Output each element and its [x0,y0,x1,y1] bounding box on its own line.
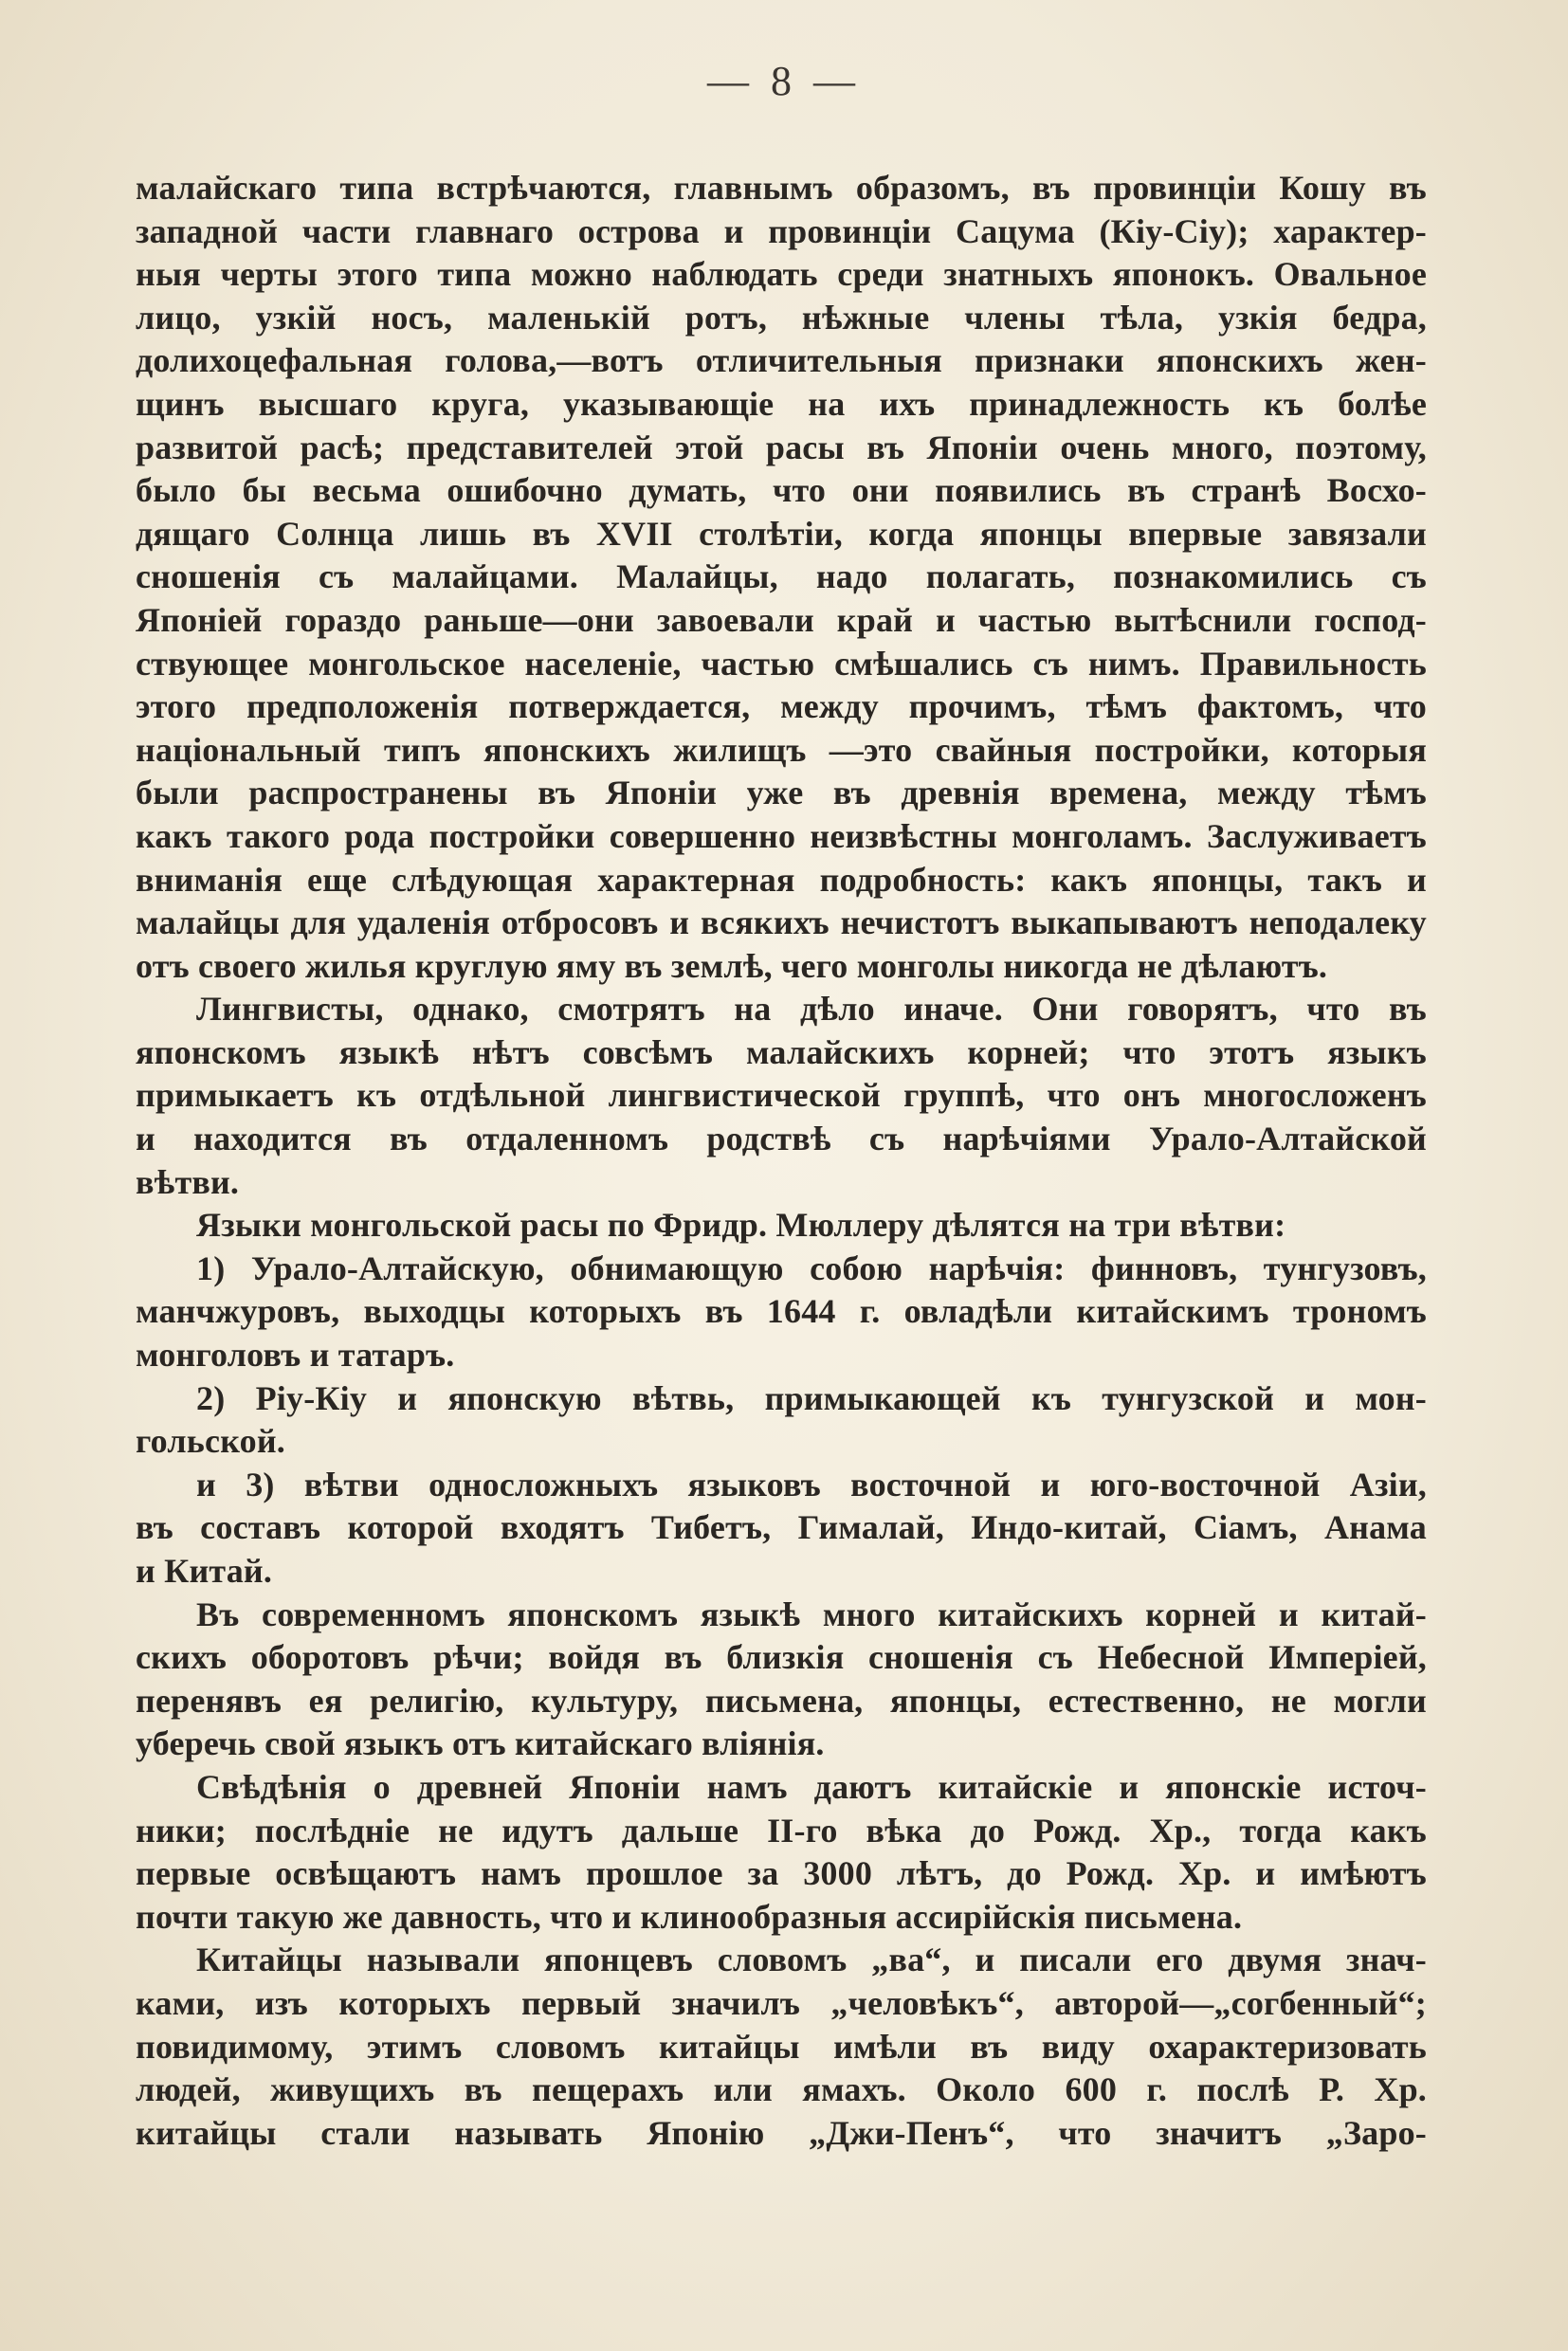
text-line: Японіей гораздо раньше—они завоевали край и частью вытѣснили господ- [136,600,1427,639]
text-line: ками, изъ которыхъ первый значилъ „человѣкъ“, авторой—„согбенный“; [136,1983,1427,2022]
text-line: какъ такого рода постройки совершенно неизвѣстны монголамъ. Заслуживаетъ [136,816,1427,855]
text-line: западной части главнаго острова и провинціи Сацума (Кіу-Сіу); характер- [136,211,1427,250]
text-line: Китайцы называли японцевъ словомъ „ва“, и писали его двумя знач- [196,1941,1427,1979]
text-line: первые освѣщаютъ намъ прошлое за 3000 лѣтъ, до Рожд. Хр. и имѣютъ [136,1854,1427,1893]
text-line: повидимому, этимъ словомъ китайцы имѣли въ виду охарактеризовать [136,2027,1427,2066]
text-line: перенявъ ея религію, культуру, письмена, японцы, естественно, не могли [136,1681,1427,1720]
text-line: 1) Урало-Алтайскую, обнимающую собою нарѣчія: финновъ, тунгузовъ, [196,1248,1427,1287]
text-line: долихоцефальная голова,—вотъ отличительныя признаки японскихъ жен- [136,341,1427,380]
text-line: были распространены въ Японіи уже въ древнія времена, между тѣмъ [136,774,1427,812]
text-line: этого предположенія потверждается, между прочимъ, тѣмъ фактомъ, что [136,687,1427,726]
text-line: ствующее монгольское населеніе, частью смѣшались съ нимъ. Правильность [136,644,1427,683]
body-text [136,167,1427,2155]
text-line: скихъ оборотовъ рѣчи; войдя въ близкія сношенія съ Небесной Имперіей, [136,1638,1427,1677]
text-line: отъ своего жилья круглую яму въ землѣ, чего монголы никогда не дѣлаютъ. [136,946,1328,985]
text-line: развитой расѣ; представителей этой расы въ Японіи очень много, поэтому, [136,428,1427,466]
text-line: гольской. [136,1422,285,1461]
text-line: было бы весьма ошибочно думать, что они появились въ странѣ Восхо- [136,471,1427,510]
text-line: и 3) вѣтви односложныхъ языковъ восточной и юго-восточной Азіи, [196,1465,1427,1504]
text-line: лицо, узкій носъ, маленькій ротъ, нѣжные члены тѣла, узкія бедра, [136,298,1427,337]
text-line: Языки монгольской расы по Фридр. Мюллеру дѣлятся на три вѣтви: [196,1206,1286,1245]
text-line: Свѣдѣнія о древней Японіи намъ даютъ китайскіе и японскіе источ- [196,1767,1427,1806]
text-line: щинъ высшаго круга, указывающіе на ихъ принадлежность къ болѣе [136,384,1427,423]
text-line: ныя черты этого типа можно наблюдать среди знатныхъ японокъ. Овальное [136,255,1427,294]
text-line: ники; послѣдніе не идутъ дальше II-го вѣка до Рожд. Хр., тогда какъ [136,1811,1427,1850]
text-line: сношенія съ малайцами. Малайцы, надо полагать, познакомились съ [136,557,1427,596]
text-line: почти такую же давность, что и клинообразныя ассирійскія письмена. [136,1897,1243,1936]
text-line: примыкаетъ къ отдѣльной лингвистической группѣ, что онъ многосложенъ [136,1076,1427,1115]
text-line: Лингвисты, однако, смотрятъ на дѣло иначе. Они говорятъ, что въ [196,990,1427,1029]
text-line: національный типъ японскихъ жилищъ —это свайныя постройки, которыя [136,730,1427,769]
text-line: людей, живущихъ въ пещерахъ или ямахъ. Около 600 г. послѣ Р. Хр. [136,2070,1427,2109]
text-line: малайскаго типа встрѣчаются, главнымъ образомъ, въ провинціи Кошу въ [136,169,1427,207]
text-line: Въ современномъ японскомъ языкѣ много китайскихъ корней и китай- [196,1595,1427,1633]
text-line: уберечь свой языкъ отъ китайскаго вліянія. [136,1724,825,1763]
text-line: японскомъ языкѣ нѣтъ совсѣмъ малайскихъ корней; что этотъ языкъ [136,1032,1427,1071]
text-line: малайцы для удаленія отбросовъ и всякихъ нечистотъ выкапываютъ неподалеку [136,903,1427,942]
text-line: дящаго Солнца лишь въ XVII столѣтіи, когда японцы впервые завязали [136,514,1427,553]
text-line: китайцы стали называть Японію „Джи-Пенъ“, что значитъ „Заро- [136,2113,1427,2152]
text-line: манчжуровъ, выходцы которыхъ въ 1644 г. овладѣли китайскимъ трономъ [136,1292,1427,1331]
text-line: монголовъ и татаръ. [136,1336,455,1375]
text-line: и находится въ отдаленномъ родствѣ съ нарѣчіями Урало-Алтайской [136,1120,1427,1158]
text-line: въ составъ которой входятъ Тибетъ, Гималай, Индо-китай, Сіамъ, Анама [136,1508,1427,1547]
text-line: вѣтви. [136,1162,240,1201]
text-line: 2) Ріу-Кіу и японскую вѣтвь, примыкающей къ тунгузской и мон- [196,1378,1427,1417]
text-line: и Китай. [136,1552,273,1590]
text-line: вниманія еще слѣдующая характерная подробность: какъ японцы, такъ и [136,860,1427,899]
page-number: — 8 — [707,58,861,104]
